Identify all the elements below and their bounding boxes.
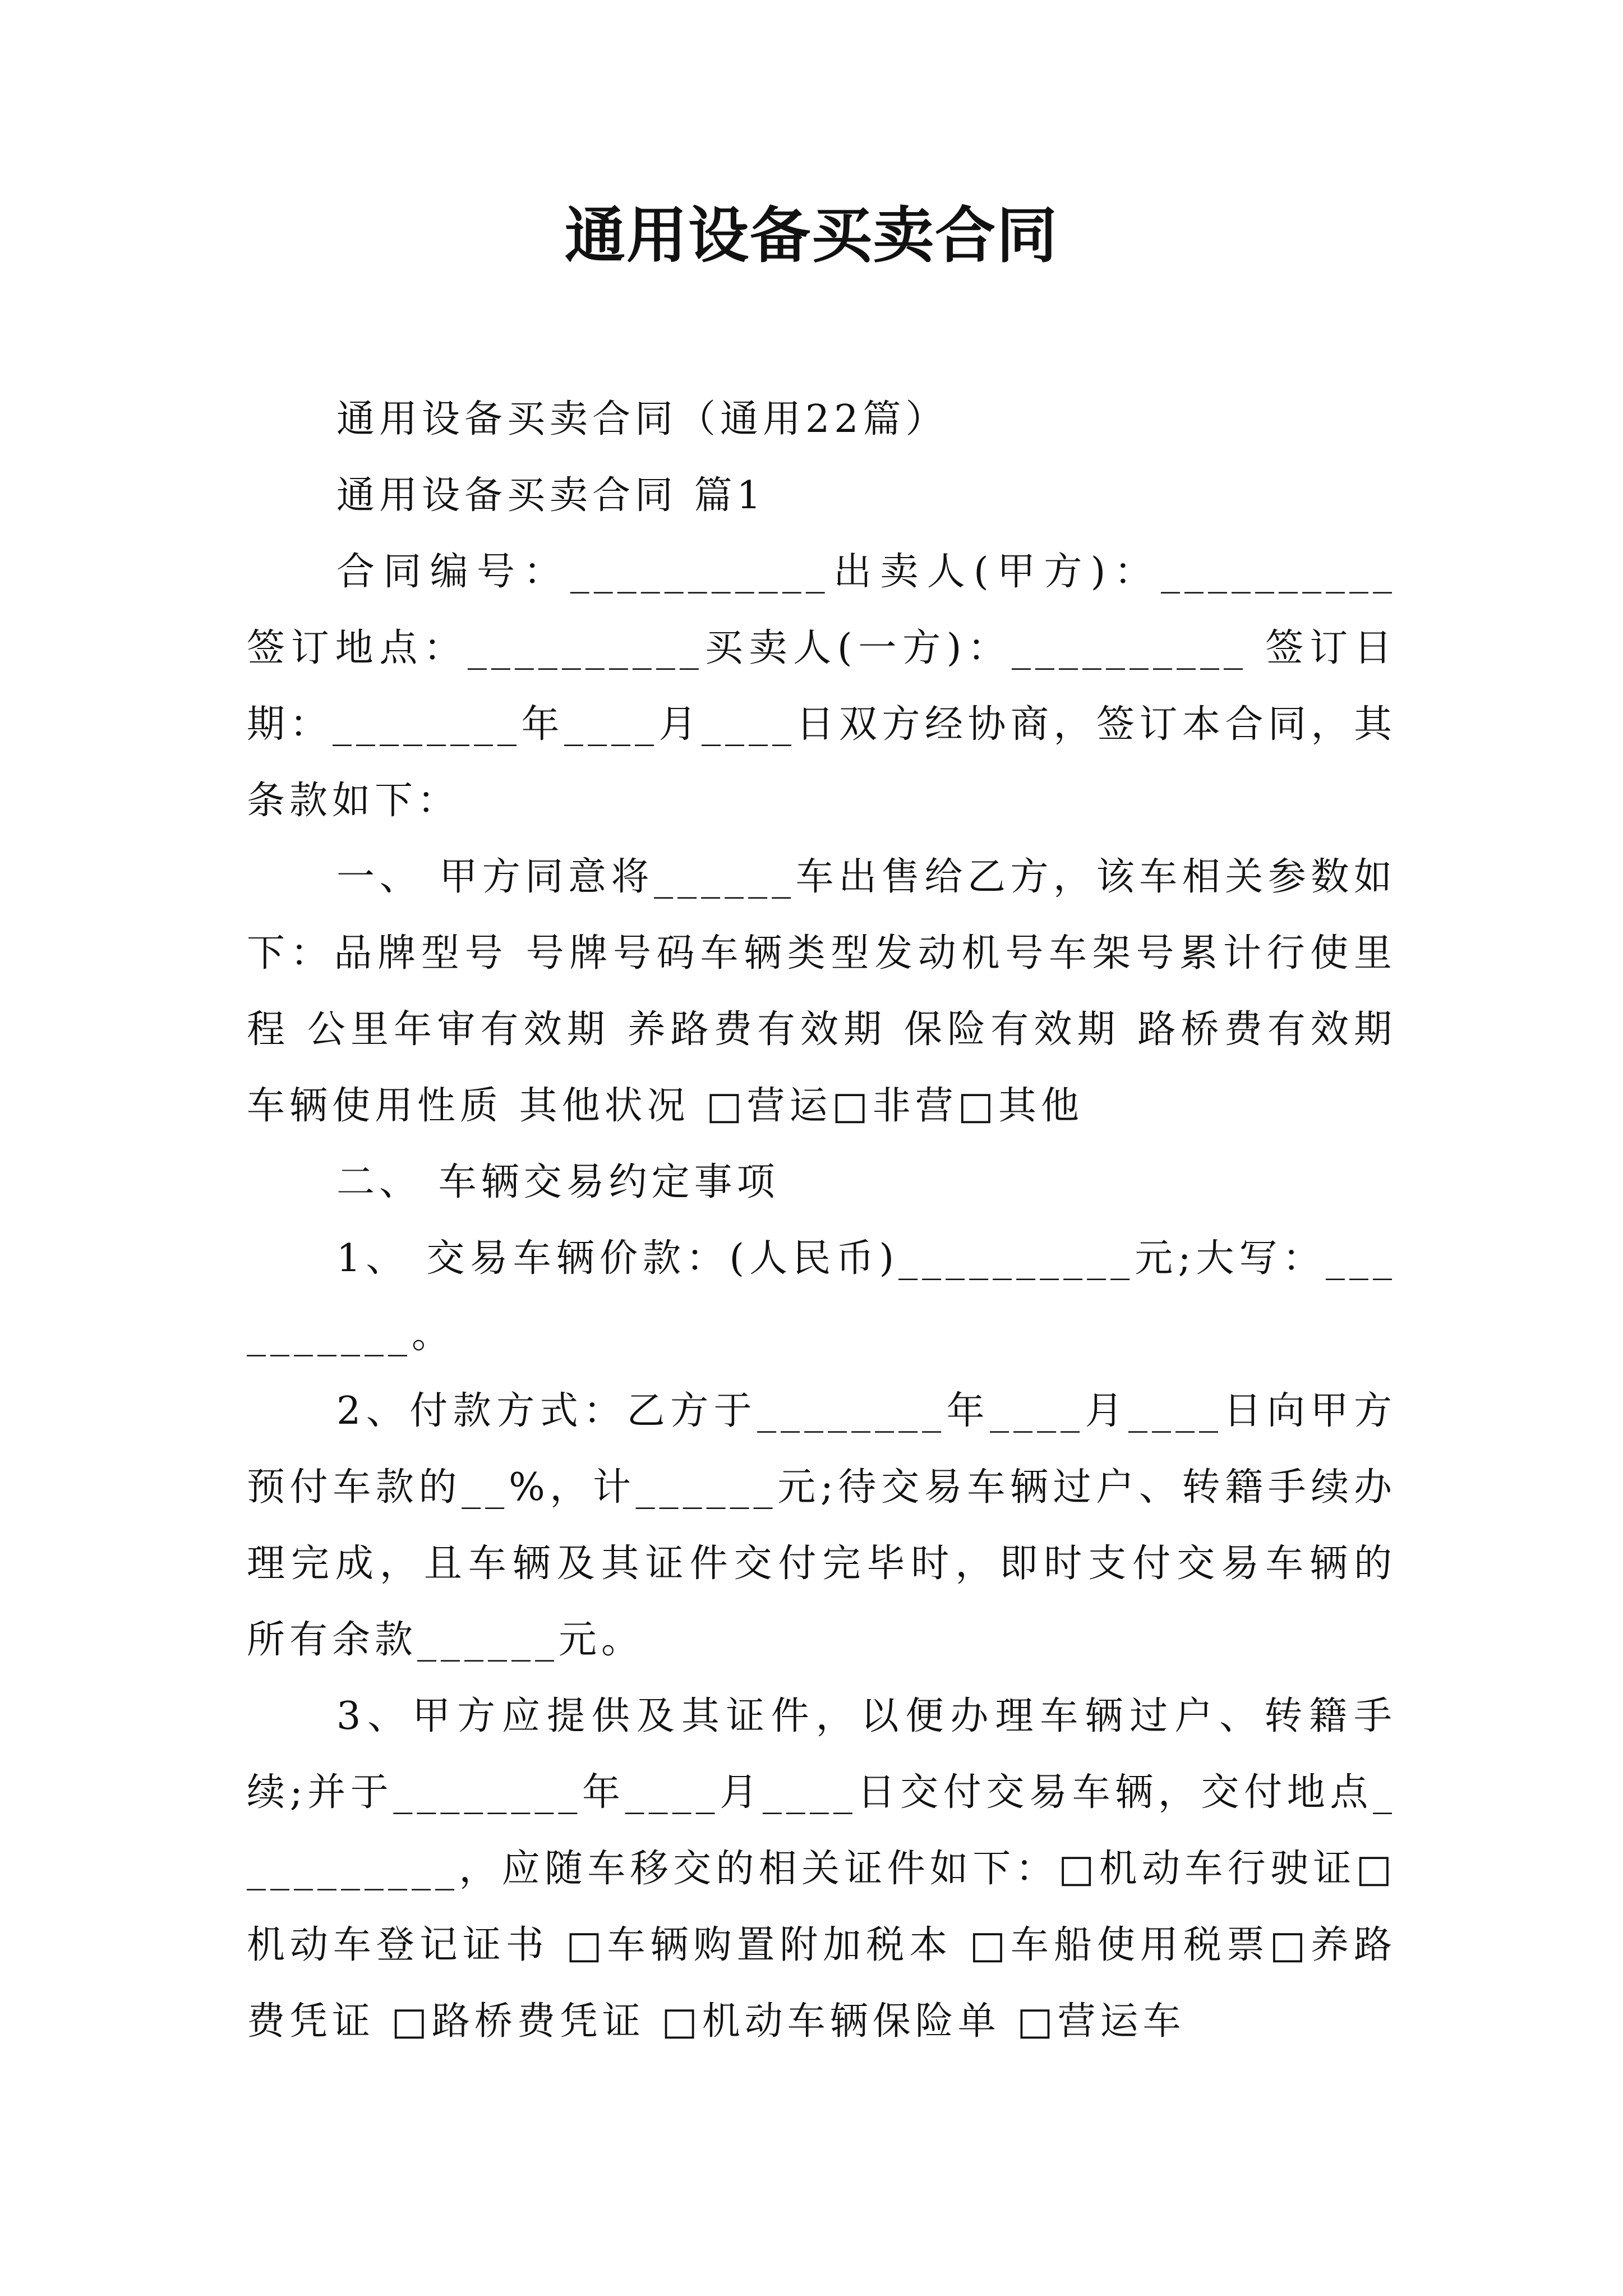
paragraph-clause-1: 一、 甲方同意将______车出售给乙方，该车相关参数如下：品牌型号 号牌号码车辆类型发动机号车架号累计行使里程 公里年审有效期 养路费有效期 保险有效期 路桥费有效期 车辆使用性质 其他状况 □营运□非营□其他: [247, 855, 1396, 1128]
document-title: 通用设备买卖合同: [564, 200, 1058, 271]
paragraph-item-payment: 2、付款方式：乙方于________年____月____日向甲方预付车款的__%，计______元;待交易车辆过户、转籍手续办理完成，且车辆及其证件交付完毕时，即时支付交易车辆的所有余款______元。: [247, 1389, 1396, 1662]
document-body: [247, 381, 1396, 2060]
paragraph-clause-2-heading: 二、 车辆交易约定事项: [336, 1160, 780, 1204]
paragraph-chapter-heading: 通用设备买卖合同 篇1: [336, 473, 766, 518]
paragraph-item-price: 1、 交易车辆价款：(人民币)__________元;大写：__________。: [247, 1236, 1396, 1357]
paragraph-subtitle: 通用设备买卖合同（通用22篇）: [336, 397, 948, 441]
paragraph-item-delivery: 3、甲方应提供及其证件，以便办理车辆过户、转籍手续;并于________年____月____日交付交易车辆，交付地点__________，应随车移交的相关证件如下：□机动车行驶证□机动车登记证书 □车辆购置附加税本 □车船使用税票□养路费凭证 □路桥费凭证 □机动车辆保险单 □营运车: [247, 1694, 1396, 2044]
paragraph-contract-info: 合同编号：___________出卖人(甲方)：__________ 签订地点：__________买卖人(一方)：__________ 签订日期：________年____月____日双方经协商，签订本合同，其条款如下：: [247, 550, 1396, 823]
